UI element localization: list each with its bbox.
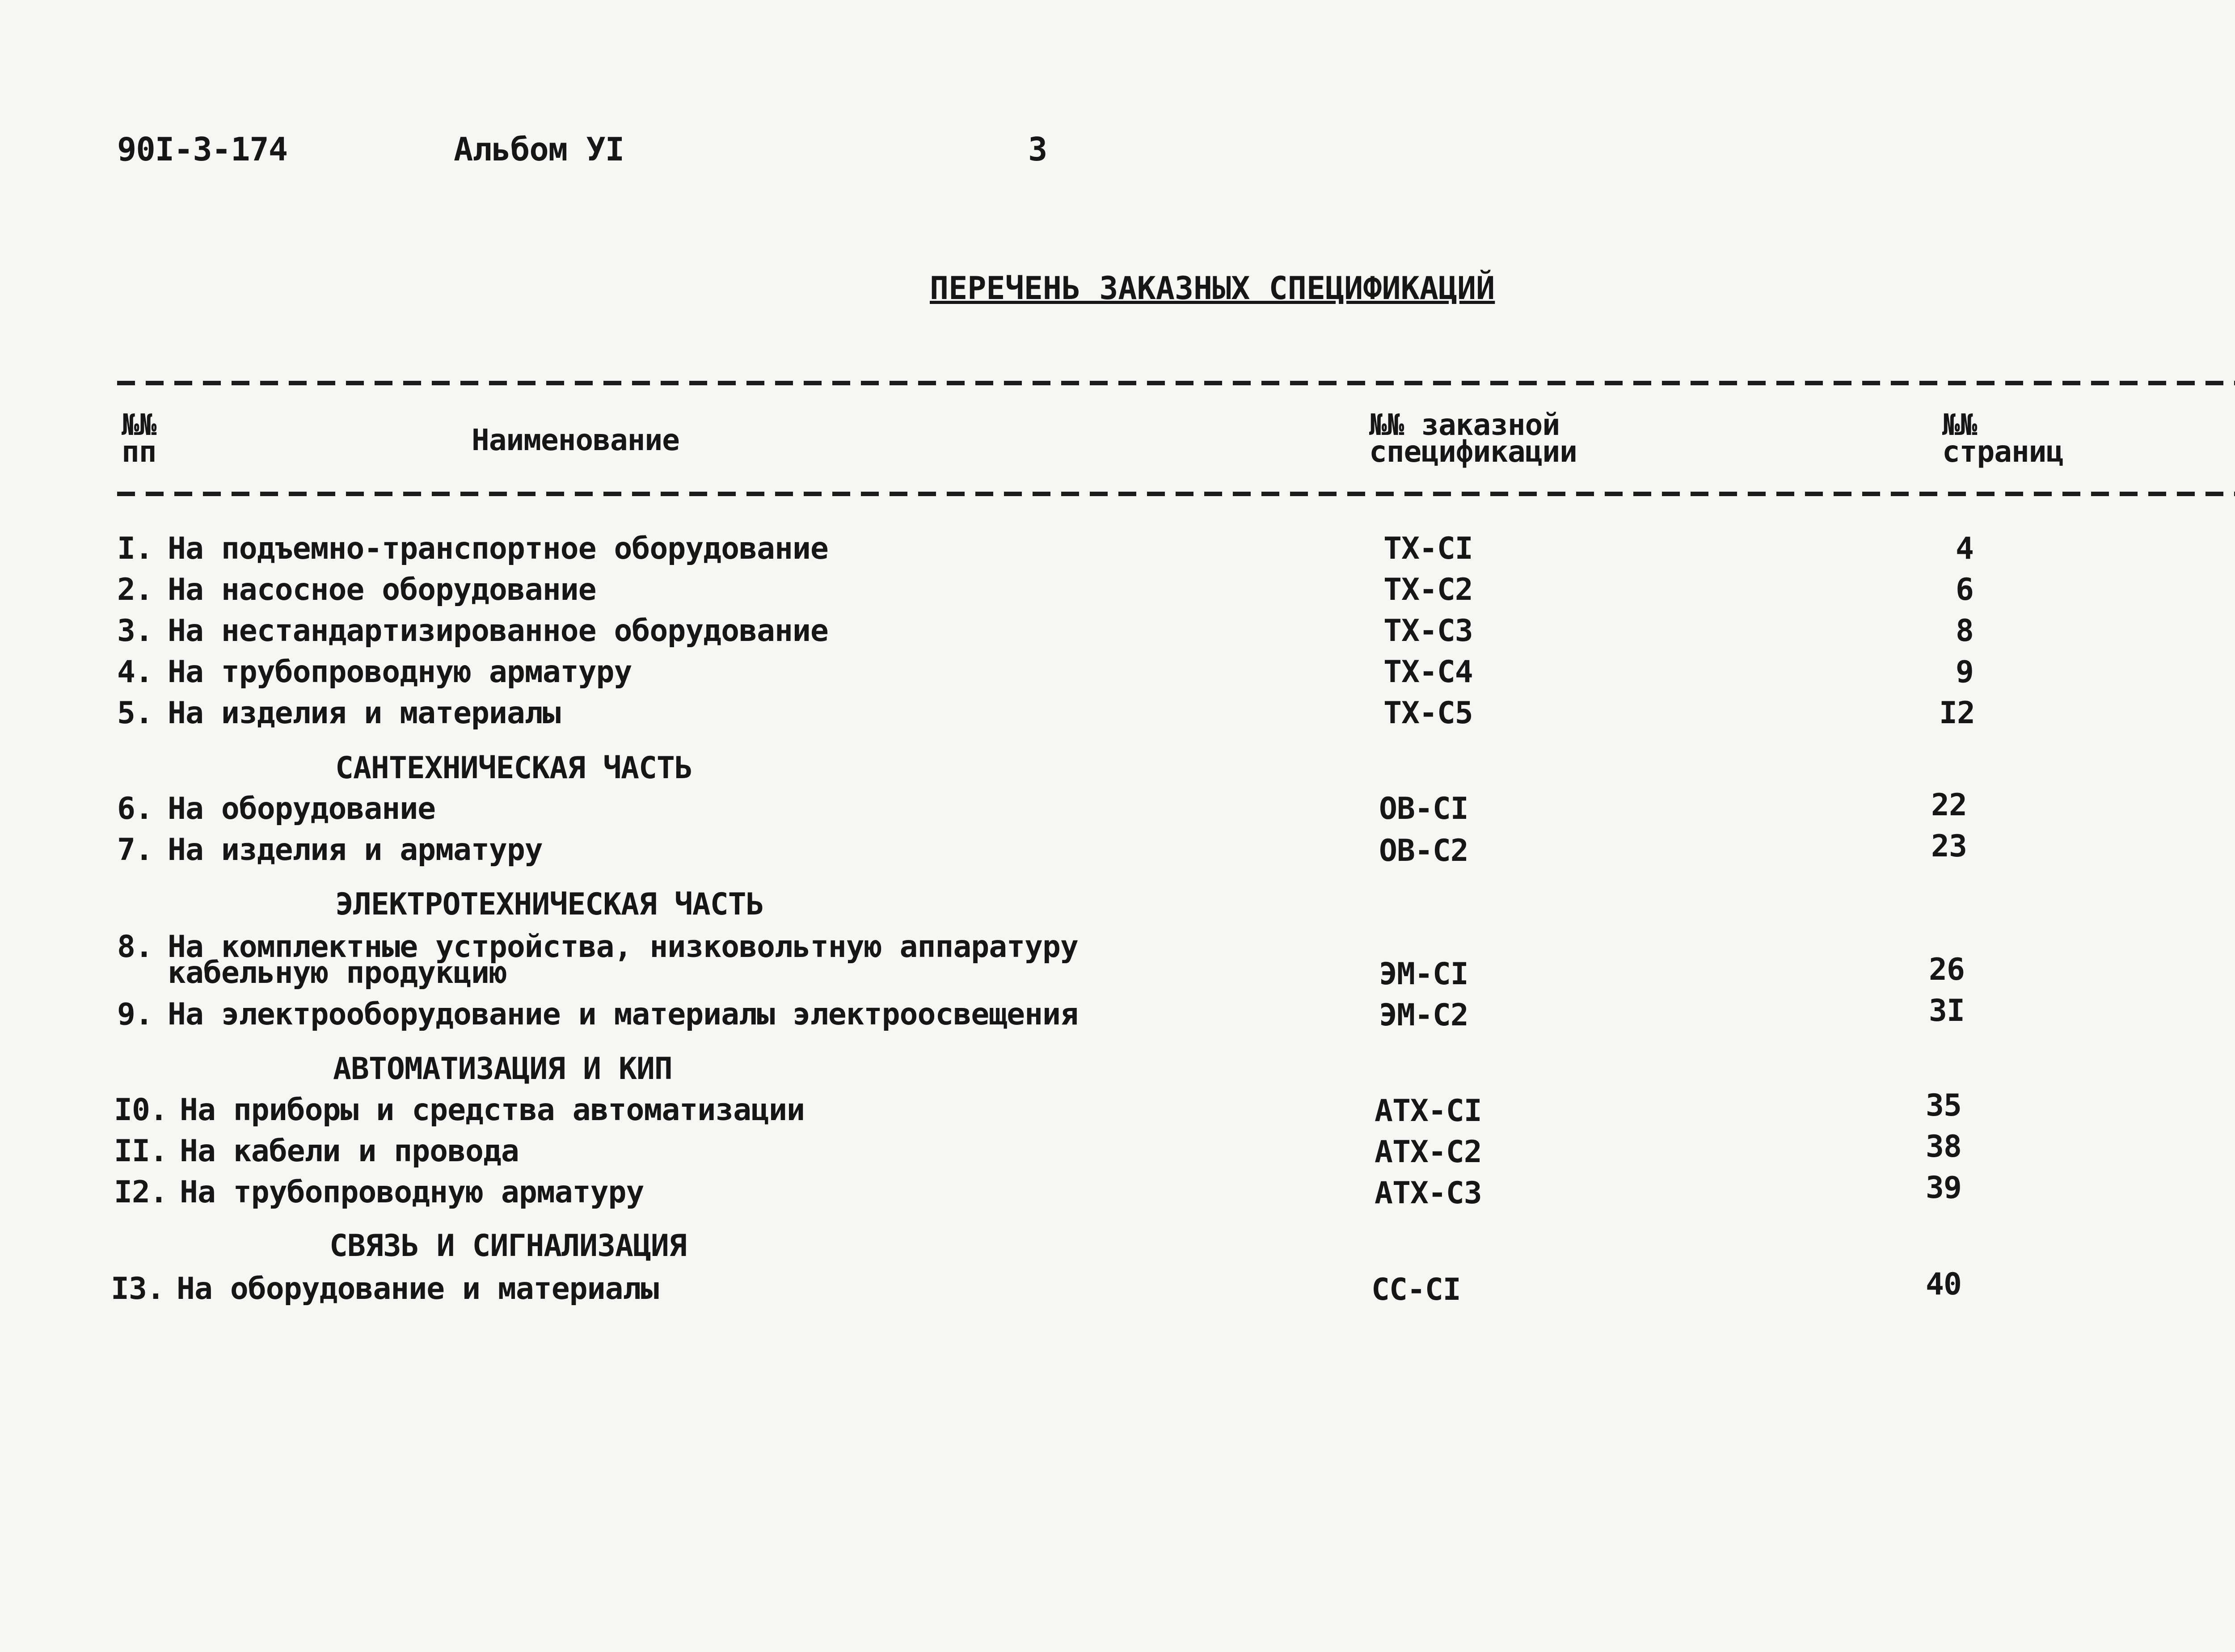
row-spec: ТХ-СI: [1383, 531, 1473, 566]
row-page: 3I: [1929, 993, 1965, 1028]
row-page: 22: [1931, 788, 1967, 823]
row-page: 40: [1926, 1267, 1961, 1302]
row-name: На комплектные устройства, низковольтную аппаратуру: [168, 929, 1078, 965]
row-page: 6: [1956, 572, 1974, 607]
col-header-pages-line1: №№: [1942, 408, 1977, 442]
row-spec: ОВ-СI: [1379, 791, 1468, 826]
row-spec: ТХ-С5: [1383, 695, 1473, 731]
section-heading-santech: САНТЕХНИЧЕСКАЯ ЧАСТЬ: [335, 750, 692, 786]
table-header-divider: [117, 492, 2235, 496]
section-heading-automation: АВТОМАТИЗАЦИЯ И КИП: [333, 1051, 672, 1087]
section-heading-electro: ЭЛЕКТРОТЕХНИЧЕСКАЯ ЧАСТЬ: [335, 887, 764, 922]
row-spec: ЭМ-СI: [1379, 957, 1468, 992]
row-spec: ТХ-С2: [1383, 572, 1473, 607]
row-name: На изделия и арматуру: [168, 832, 543, 868]
row-name: На трубопроводную арматуру: [180, 1175, 644, 1210]
col-header-name: Наименование: [472, 423, 679, 457]
row-page: 9: [1956, 654, 1974, 690]
row-name: На нестандартизированное оборудование: [168, 613, 828, 649]
col-header-spec-line1: №№ заказной: [1369, 408, 1560, 442]
page-number: 3: [1028, 131, 1047, 168]
row-name: На изделия и материалы: [168, 695, 561, 731]
row-num: I3.: [111, 1271, 164, 1306]
row-spec: ОВ-С2: [1379, 833, 1468, 868]
col-header-num-line1: №№: [122, 408, 156, 442]
row-name-continuation: кабельную продукцию: [168, 955, 507, 990]
row-num: 6.: [117, 791, 153, 826]
col-header-pages-line2: страниц: [1942, 434, 2064, 469]
row-spec: ТХ-С3: [1383, 613, 1473, 649]
row-num: 4.: [117, 654, 153, 690]
col-header-num-line2: пп: [122, 434, 156, 469]
row-num: 9.: [117, 997, 153, 1032]
row-page: 35: [1926, 1088, 1961, 1123]
row-page: 23: [1931, 829, 1967, 864]
row-page: 8: [1956, 613, 1974, 649]
row-spec: АТХ-С3: [1375, 1176, 1482, 1211]
album-label: Альбом УI: [454, 131, 624, 168]
row-name: На трубопроводную арматуру: [168, 654, 632, 690]
row-name: На насосное оборудование: [168, 572, 596, 607]
row-num: I2.: [114, 1175, 168, 1210]
row-page: I2: [1939, 695, 1975, 731]
row-num: 8.: [117, 929, 153, 965]
doc-code: 90I-3-174: [117, 131, 288, 168]
row-num: II.: [114, 1134, 168, 1169]
row-name: На оборудование: [168, 791, 436, 826]
row-num: 5.: [117, 695, 153, 731]
row-page: 38: [1926, 1129, 1961, 1164]
row-num: 2.: [117, 572, 153, 607]
row-name: На приборы и средства автоматизации: [180, 1092, 805, 1128]
row-spec: АТХ-СI: [1375, 1093, 1482, 1129]
section-heading-communication: СВЯЗЬ И СИГНАЛИЗАЦИЯ: [329, 1228, 687, 1264]
row-spec: ЭМ-С2: [1379, 998, 1468, 1033]
page-title: ПЕРЕЧЕНЬ ЗАКАЗНЫХ СПЕЦИФИКАЦИЙ: [930, 270, 1495, 307]
row-num: 3.: [117, 613, 153, 649]
col-header-spec-line2: спецификации: [1369, 434, 1577, 469]
row-name: На подъемно-транспортное оборудование: [168, 531, 828, 566]
row-name: На оборудование и материалы: [177, 1271, 659, 1306]
row-spec: ТХ-С4: [1383, 654, 1473, 690]
row-page: 39: [1926, 1170, 1961, 1205]
row-page: 26: [1929, 952, 1965, 987]
row-num: I0.: [114, 1092, 168, 1128]
row-name: На электрооборудование и материалы электроосвещения: [168, 997, 1078, 1032]
table-top-divider: [117, 381, 2235, 385]
row-spec: СС-СI: [1371, 1272, 1461, 1307]
row-num: 7.: [117, 832, 153, 868]
row-name: На кабели и провода: [180, 1134, 519, 1169]
row-page: 4: [1956, 531, 1974, 566]
row-num: I.: [117, 531, 153, 566]
row-spec: АТХ-С2: [1375, 1134, 1482, 1170]
